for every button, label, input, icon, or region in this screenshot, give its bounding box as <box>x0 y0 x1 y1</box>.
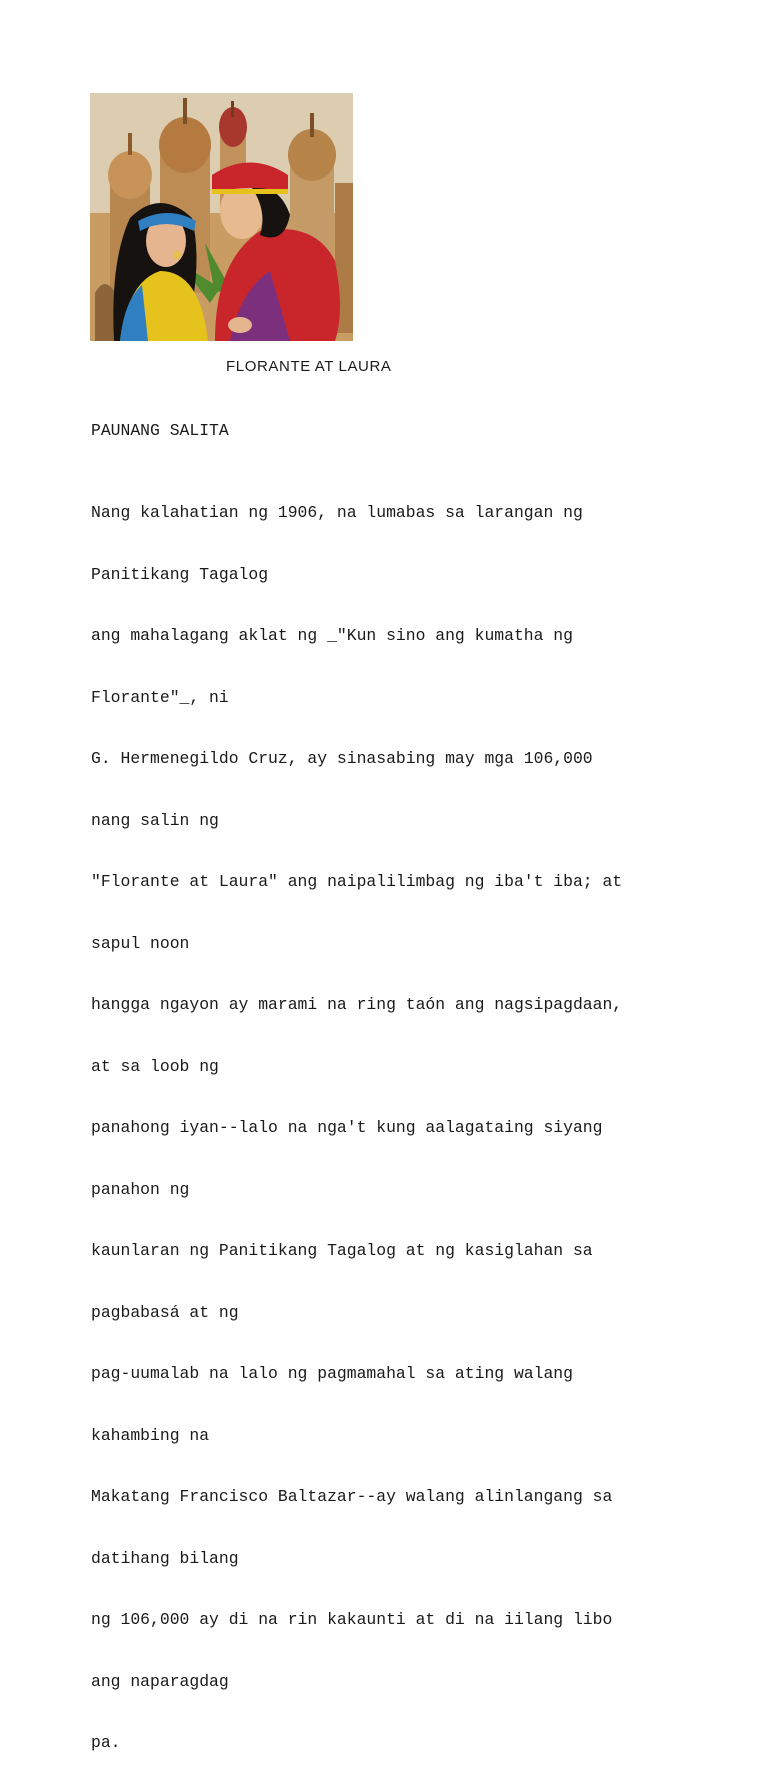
text-line: ng 106,000 ay di na rin kakaunti at di na iilang libo <box>91 1610 613 1629</box>
text-line: sapul noon <box>91 933 190 953</box>
text-line: datihang bilang <box>91 1548 239 1568</box>
text-line: Panitikang Tagalog <box>91 564 269 584</box>
text-line: nang salin ng <box>91 810 219 830</box>
text-line: pa. <box>91 1733 121 1752</box>
section-heading: PAUNANG SALITA <box>91 421 229 440</box>
text-line: kahambing na <box>91 1425 210 1445</box>
text-line: Nang kalahatian ng 1906, na lumabas sa larangan ng <box>91 503 583 522</box>
text-line: ang mahalagang aklat ng _"Kun sino ang kumatha ng <box>91 626 573 645</box>
text-line: pagbabasá at ng <box>91 1302 239 1322</box>
text-line: hangga ngayon ay marami na ring taón ang nagsipagdaan, <box>91 995 623 1014</box>
text-line: G. Hermenegildo Cruz, ay sinasabing may mga 106,000 <box>91 749 593 768</box>
text-line: panahon ng <box>91 1179 190 1199</box>
document-title: FLORANTE AT LAURA <box>226 358 392 375</box>
cover-illustration <box>90 93 353 341</box>
text-line: pag-uumalab na lalo ng pagmamahal sa ating walang <box>91 1364 573 1383</box>
text-line: ang naparagdag <box>91 1671 229 1691</box>
text-line: kaunlaran ng Panitikang Tagalog at ng kasiglahan sa <box>91 1241 593 1260</box>
text-line: Florante"_, ni <box>91 687 229 707</box>
text-line: "Florante at Laura" ang naipalilimbag ng iba't iba; at <box>91 872 623 891</box>
text-line: at sa loob ng <box>91 1056 219 1076</box>
body-text <box>91 462 622 1774</box>
text-line: panahong iyan--lalo na nga't kung aalagataing siyang <box>91 1118 603 1137</box>
text-line: Makatang Francisco Baltazar--ay walang alinlangang sa <box>91 1487 613 1506</box>
